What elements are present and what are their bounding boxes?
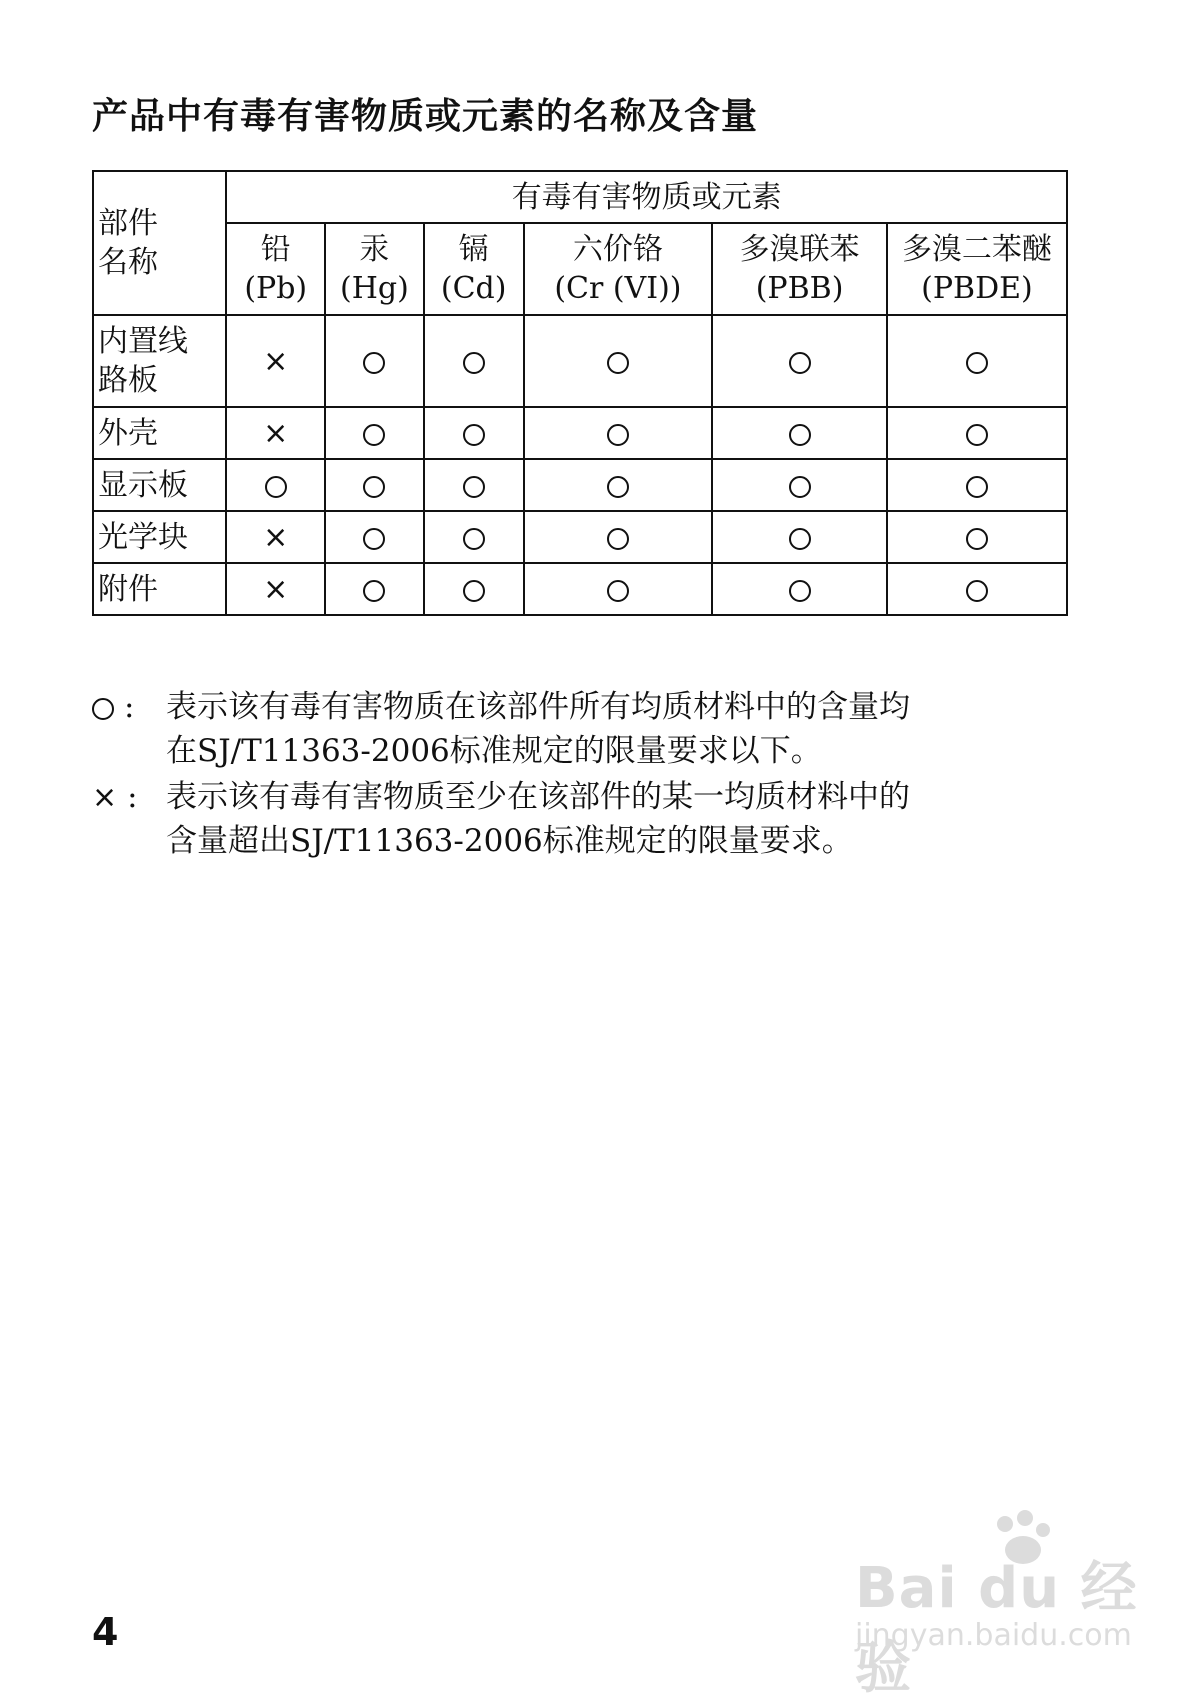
note-text [166, 775, 910, 863]
mark-cell [226, 511, 325, 563]
circle-mark [789, 528, 811, 550]
circle-mark [966, 580, 988, 602]
note-line: 含量超出SJ/T11363-2006标准规定的限量要求。 [166, 823, 853, 859]
mark-cell [325, 511, 424, 563]
mark-cell [424, 407, 524, 459]
note-text [166, 685, 910, 773]
mark-cell [712, 511, 887, 563]
circle-mark [363, 352, 385, 374]
circle-mark [789, 476, 811, 498]
circle-mark [92, 698, 114, 720]
mark-cell [226, 563, 325, 615]
circle-mark [463, 476, 485, 498]
cross-mark: × [263, 415, 289, 451]
mark-cell [226, 459, 325, 511]
substance-name: 铅 [260, 232, 291, 267]
mark-cell [887, 407, 1067, 459]
mark-cell [524, 407, 713, 459]
circle-mark [966, 352, 988, 374]
substance-header-3 [524, 223, 713, 315]
part-name-text: 显示板 [98, 467, 188, 503]
cross-mark: × [263, 571, 289, 607]
mark-cell [712, 459, 887, 511]
table-row [93, 459, 1067, 511]
part-name-text: 附件 [98, 571, 158, 607]
circle-mark [966, 528, 988, 550]
mark-cell [524, 459, 713, 511]
circle-mark [966, 476, 988, 498]
mark-cell [712, 563, 887, 615]
substance-symbol: (PBDE) [921, 271, 1033, 306]
part-name-text: 光学块 [98, 519, 188, 555]
mark-cell [887, 563, 1067, 615]
part-name-text: 路板 [98, 363, 158, 398]
circle-mark [607, 352, 629, 374]
mark-cell [524, 563, 713, 615]
note-separator: : [127, 779, 138, 815]
substance-header-4 [712, 223, 887, 315]
circle-mark [966, 424, 988, 446]
cross-mark: × [92, 780, 118, 815]
circle-mark [363, 580, 385, 602]
mark-cell [424, 459, 524, 511]
substance-name: 六价铬 [572, 232, 663, 267]
note-line: 在SJ/T11363-2006标准规定的限量要求以下。 [166, 733, 822, 769]
circle-mark [363, 424, 385, 446]
circle-mark [607, 528, 629, 550]
mark-cell [424, 511, 524, 563]
mark-cell [887, 459, 1067, 511]
substance-symbol: (Pb) [244, 271, 308, 306]
table-row [93, 563, 1067, 615]
substance-header-2 [424, 223, 524, 315]
part-name-text: 外壳 [98, 415, 158, 451]
substance-column-headers [93, 223, 1067, 315]
part-header-line-2: 名称 [98, 245, 158, 280]
circle-mark [607, 476, 629, 498]
part-name-cell [93, 315, 226, 407]
baidu-watermark [855, 1510, 1155, 1701]
circle-mark [607, 424, 629, 446]
mark-cell [524, 315, 713, 407]
watermark-logo: Bai du 经验 [855, 1556, 1138, 1701]
mark-cell [325, 315, 424, 407]
notes-section [92, 685, 1092, 865]
substance-group-header: 有毒有害物质或元素 [226, 171, 1067, 223]
circle-mark [789, 352, 811, 374]
table-row [93, 315, 1067, 407]
substance-symbol: (PBB) [755, 271, 844, 306]
watermark-url: jingyan.baidu.com [855, 1618, 1132, 1653]
circle-mark [789, 580, 811, 602]
note-line: 表示该有毒有害物质至少在该部件的某一均质材料中的 [166, 779, 910, 815]
substance-symbol: (Cd) [440, 271, 507, 306]
note-line: 表示该有毒有害物质在该部件所有均质材料中的含量均 [166, 689, 910, 725]
part-name-cell [93, 459, 226, 511]
mark-cell [226, 315, 325, 407]
part-name-text: 内置线 [98, 324, 188, 359]
circle-mark [363, 476, 385, 498]
circle-mark [789, 424, 811, 446]
page-title: 产品中有毒有害物质或元素的名称及含量 [92, 96, 759, 137]
substance-name: 镉 [458, 232, 489, 267]
circle-mark [463, 352, 485, 374]
page-number: 4 [92, 1610, 119, 1654]
part-name-cell [93, 407, 226, 459]
note-symbol [92, 685, 166, 773]
part-name-cell [93, 511, 226, 563]
cross-mark: × [263, 519, 289, 555]
part-header-line-1: 部件 [98, 206, 158, 241]
circle-mark [463, 424, 485, 446]
substance-name: 多溴二苯醚 [901, 232, 1052, 267]
mark-cell [712, 315, 887, 407]
mark-cell [712, 407, 887, 459]
note-separator: : [124, 689, 135, 725]
note-item [92, 685, 1092, 773]
mark-cell [325, 407, 424, 459]
circle-mark [265, 476, 287, 498]
table-row [93, 511, 1067, 563]
hazardous-substance-table [92, 170, 1068, 616]
substance-symbol: (Cr (VI)) [554, 271, 682, 306]
substance-name: 多溴联苯 [739, 232, 860, 267]
mark-cell [424, 563, 524, 615]
substance-symbol: (Hg) [340, 271, 409, 306]
substance-header-1 [325, 223, 424, 315]
table-row [93, 407, 1067, 459]
note-item [92, 775, 1092, 863]
note-symbol [92, 775, 166, 863]
cross-mark: × [263, 343, 289, 379]
mark-cell [226, 407, 325, 459]
mark-cell [887, 315, 1067, 407]
mark-cell [325, 459, 424, 511]
circle-mark [463, 528, 485, 550]
substance-header-0 [226, 223, 325, 315]
mark-cell [887, 511, 1067, 563]
circle-mark [463, 580, 485, 602]
part-name-header [93, 171, 226, 315]
circle-mark [363, 528, 385, 550]
mark-cell [325, 563, 424, 615]
substance-name: 汞 [359, 232, 390, 267]
circle-mark [607, 580, 629, 602]
mark-cell [524, 511, 713, 563]
part-name-cell [93, 563, 226, 615]
mark-cell [424, 315, 524, 407]
substance-header-5 [887, 223, 1067, 315]
